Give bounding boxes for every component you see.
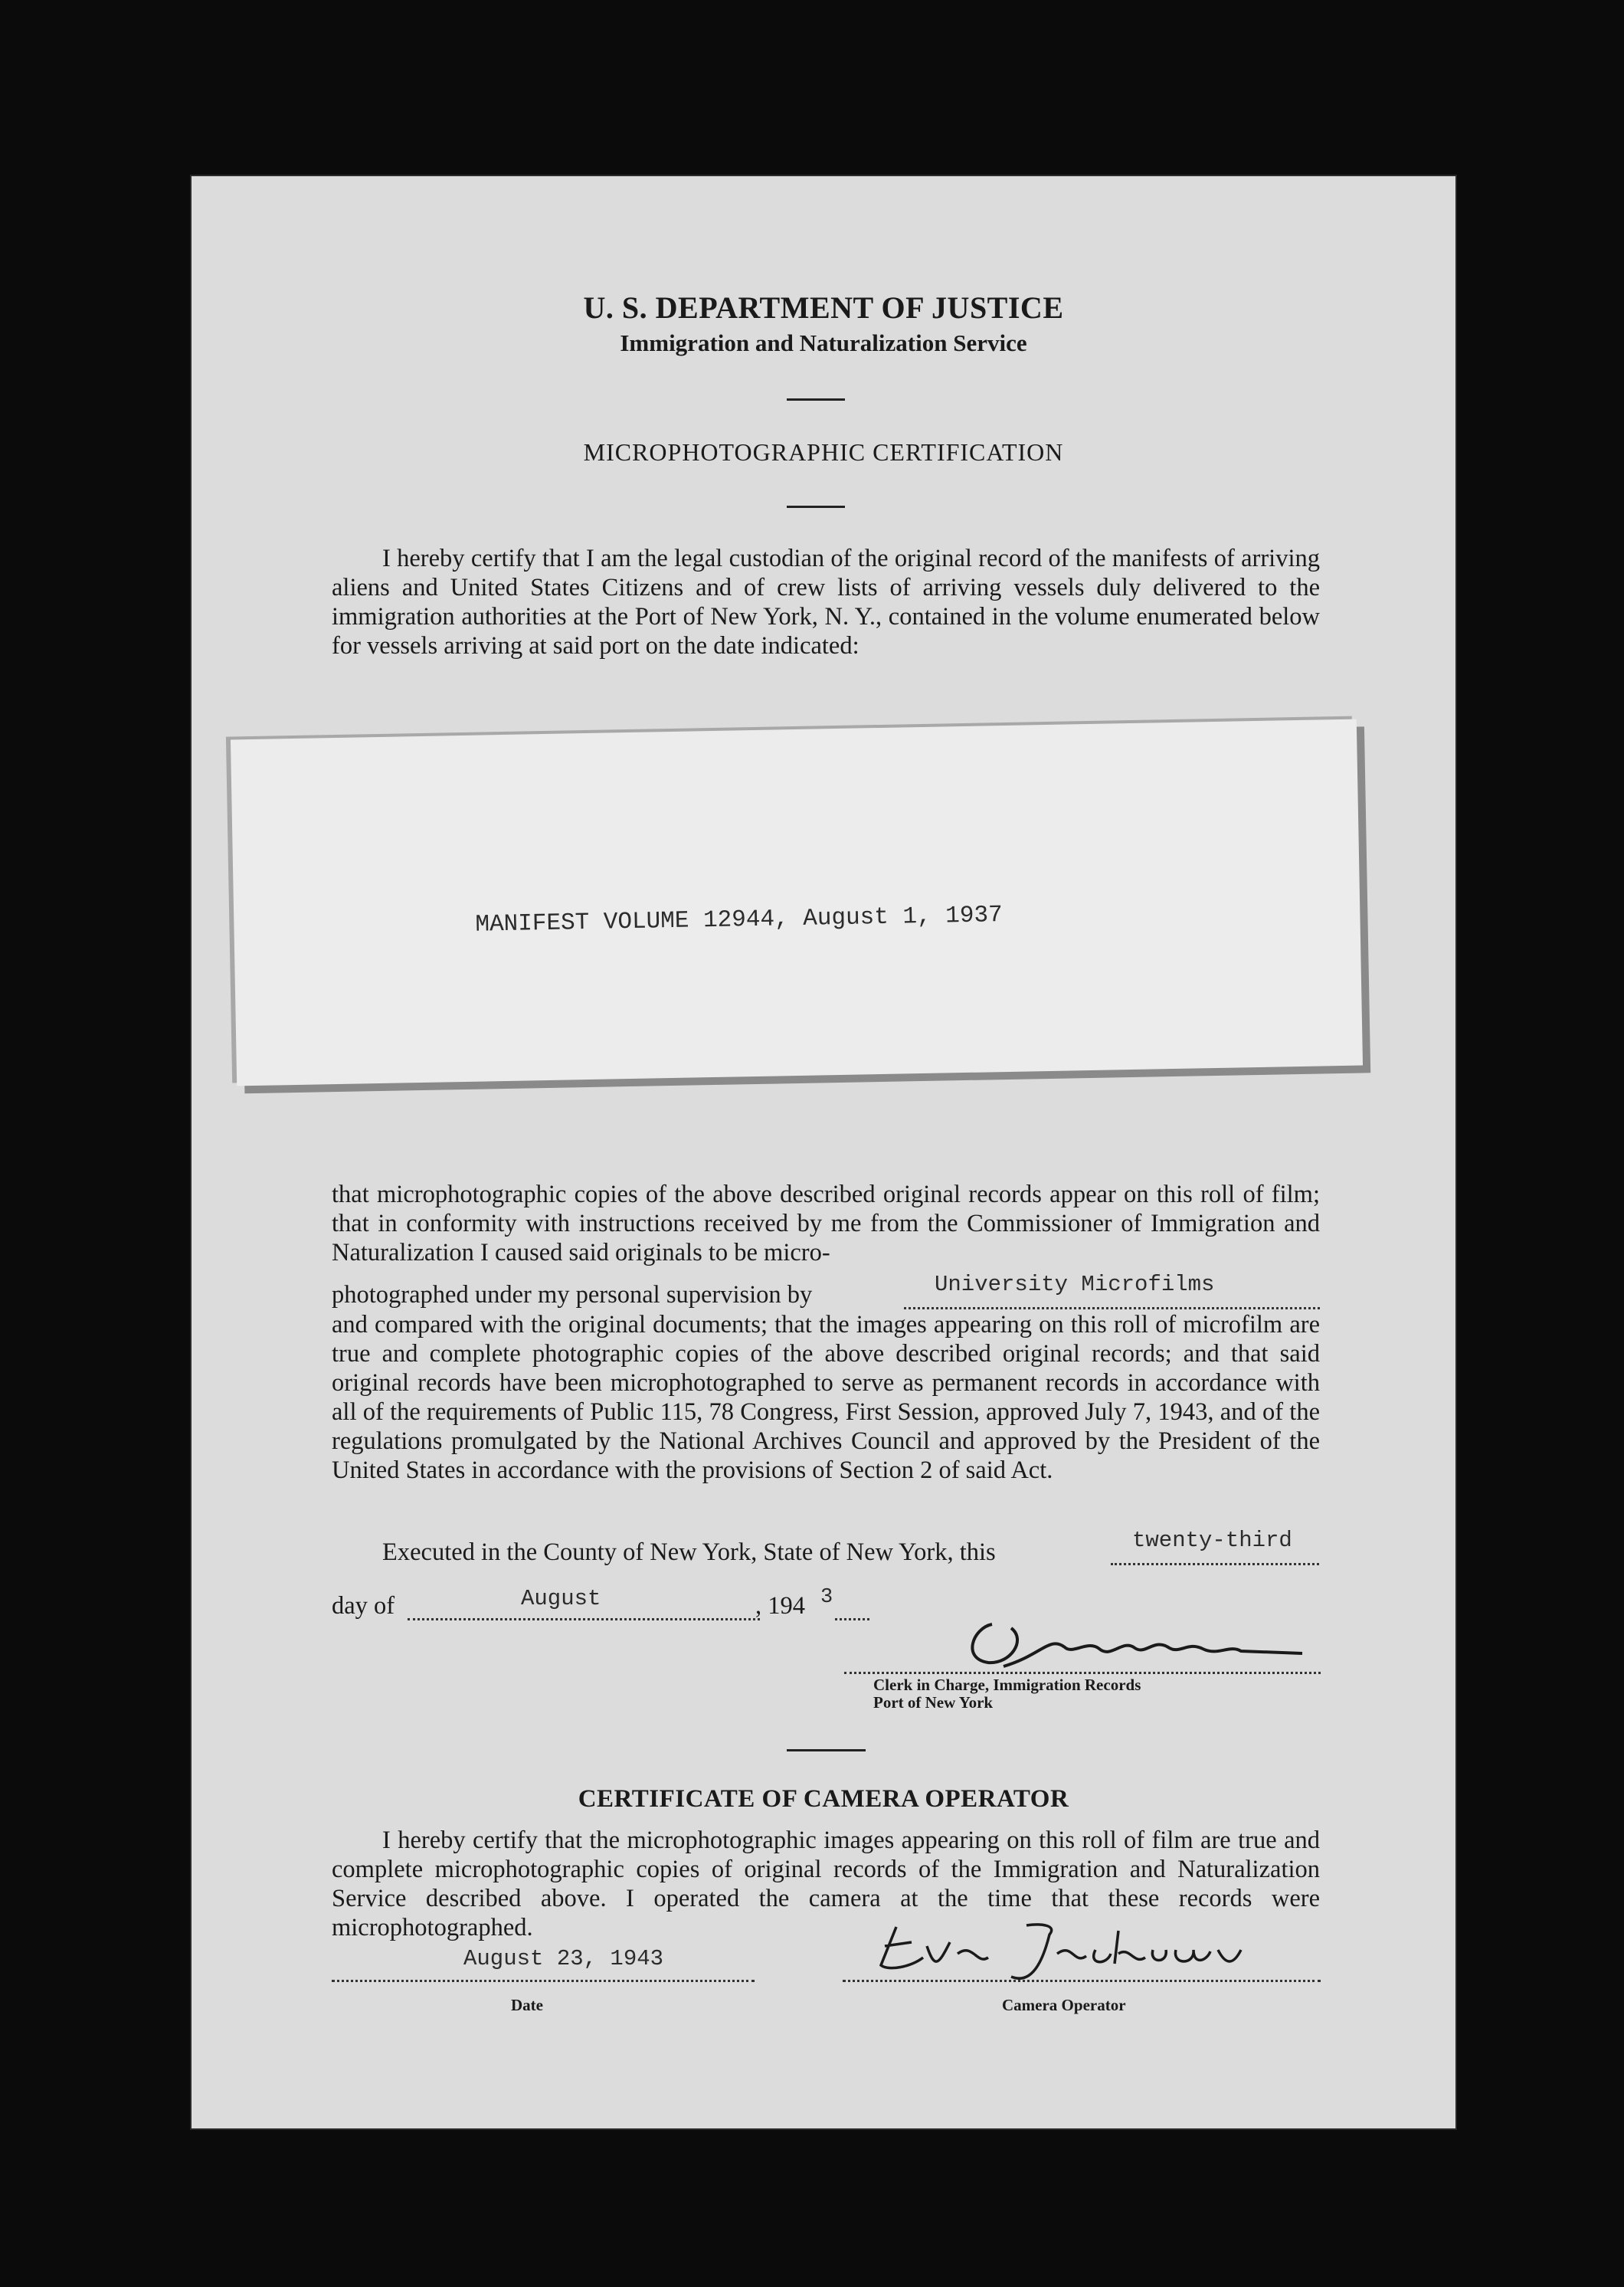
intro-paragraph: I hereby certify that I am the legal custodian of the original record of the manifests of arriving aliens and United States Citizens and of crew lists of arriving vessels duly delivered to the immigration authorities at the Port of New York, N. Y., contained in the volume enumerated below for vessels arriving at said port on the date indicated: xyxy=(332,545,1320,660)
camera-operator-statement: I hereby certify that the microphotographic images appearing on this roll of film are true and complete microphotographic copies of original records of the Immigration and Naturalization Service described above. I operated the camera at the time that these records were microphotographed. xyxy=(332,1827,1320,1941)
supervised-by-value: University Microfilms xyxy=(935,1272,1215,1297)
body-paragraph-part2: and compared with the original documents; that the images appearing on this roll of microfilm are true and complete photographic copies of the above described original records; and that said original records have been microphotographed to serve as permanent records in accordance with all of the requirements of Public 115, 78 Congress, First Session, approved July 7, 1943, and of the regulations promulgated by the National Archives Council and approved by the President of the United States in accordance with the provisions of Section 2 of said Act. xyxy=(332,1311,1320,1484)
manifest-slip xyxy=(231,719,1363,1086)
year-digit: 3 xyxy=(820,1586,833,1609)
certification-title: MICROPHOTOGRAPHIC CERTIFICATION xyxy=(583,438,1064,466)
year-prefix: , 194 xyxy=(755,1592,805,1620)
day-of-label: day of xyxy=(332,1592,395,1620)
date-value: August 23, 1943 xyxy=(463,1946,664,1971)
supervised-by-label: photographed under my personal supervision by xyxy=(332,1281,813,1309)
executed-label: Executed in the County of New York, State of New York, this xyxy=(382,1538,996,1566)
certificate-page xyxy=(192,176,1455,2128)
date-label: Date xyxy=(511,1996,543,2014)
clerk-signature-image xyxy=(958,1594,1310,1678)
manifest-volume-text: MANIFEST VOLUME 12944, August 1, 1937 xyxy=(475,902,1003,939)
camera-operator-heading: CERTIFICATE OF CAMERA OPERATOR xyxy=(578,1785,1069,1813)
service-subtitle: Immigration and Naturalization Service xyxy=(620,329,1027,356)
divider-rule xyxy=(787,1749,866,1751)
camera-operator-label: Camera Operator xyxy=(1002,1996,1126,2014)
department-title: U. S. DEPARTMENT OF JUSTICE xyxy=(583,290,1064,325)
divider-rule xyxy=(787,506,845,508)
year-trailing-dots xyxy=(835,1591,869,1620)
body-paragraph-part1: that microphotographic copies of the above described original records appear on this roll of film; that in conformity with instructions received by me from the Commissioner of Immigration and Naturalization I caused said originals to be micro- xyxy=(332,1181,1320,1266)
month-value: August xyxy=(521,1586,601,1611)
clerk-title-line1: Clerk in Charge, Immigration Records xyxy=(873,1676,1141,1694)
executed-day-value: twenty-third xyxy=(1132,1528,1292,1553)
clerk-title-line2: Port of New York xyxy=(873,1693,994,1712)
operator-signature-image xyxy=(866,1912,1295,1996)
divider-rule xyxy=(787,398,845,401)
